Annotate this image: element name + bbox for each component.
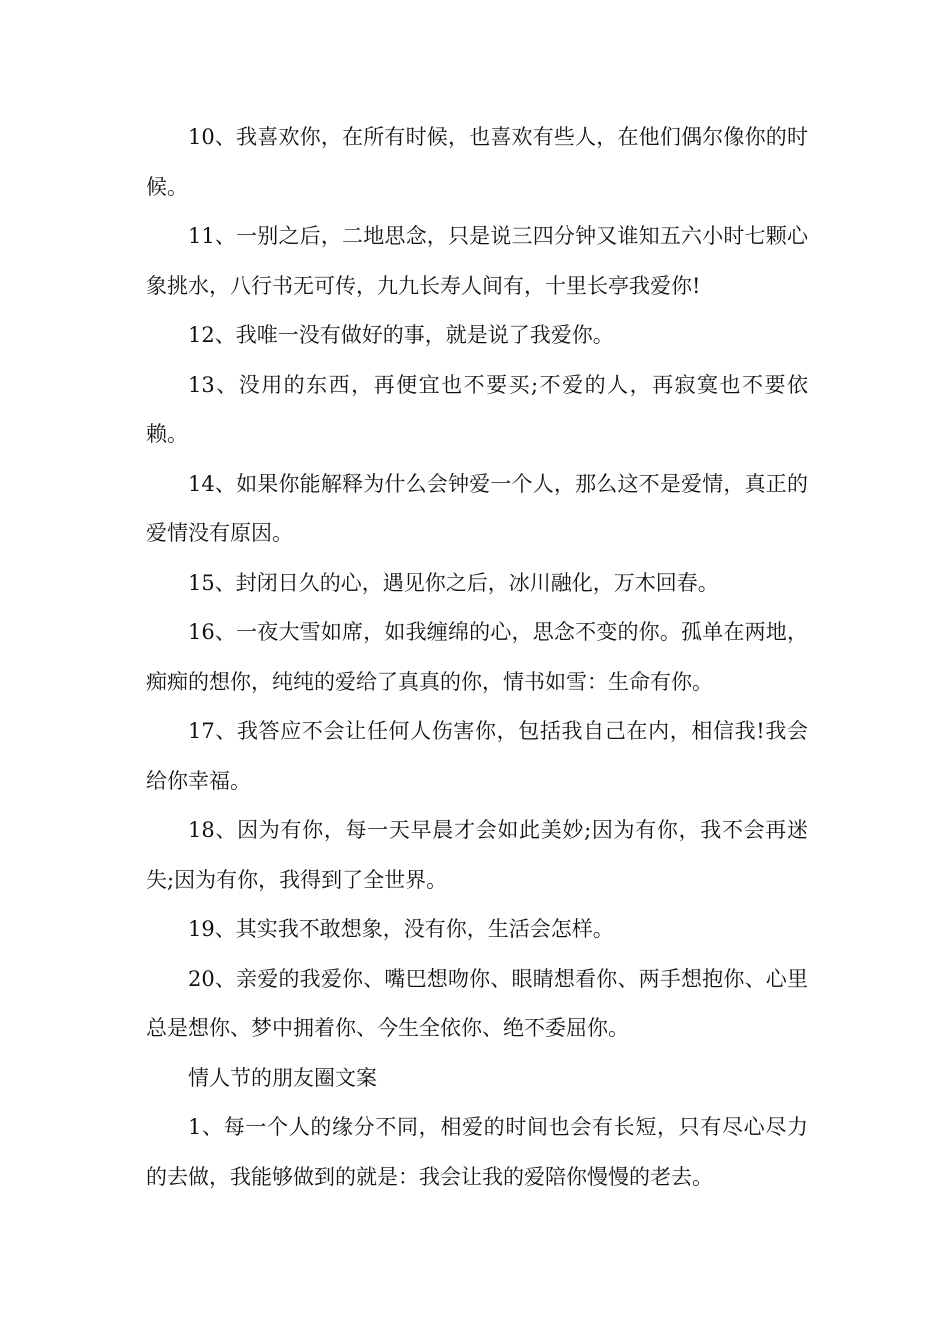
- paragraph-11: 11、一别之后，二地思念，只是说三四分钟又谁知五六小时七颗心象挑水，八行书无可传，九九长寿人间有，十里长亭我爱你!: [146, 224, 808, 298]
- paragraph-19: 19、其实我不敢想象，没有你，生活会怎样。: [188, 917, 614, 941]
- paragraph-20: 20、亲爱的我爱你、嘴巴想吻你、眼睛想看你、两手想抱你、心里总是想你、梦中拥着你、今生全依你、绝不委屈你。: [146, 966, 808, 1040]
- paragraph-10: 10、我喜欢你，在所有时候，也喜欢有些人，在他们偶尔像你的时候。: [146, 125, 808, 199]
- paragraph-15: 15、封闭日久的心，遇见你之后，冰川融化，万木回春。: [188, 570, 719, 595]
- paragraph-16: 16、一夜大雪如席，如我缠绵的心，思念不变的你。孤单在两地，痴痴的想你，纯纯的爱给了真真的你，情书如雪：生命有你。: [146, 620, 808, 694]
- paragraph-13: 13、没用的东西，再便宜也不要买;不爱的人，再寂寞也不要依赖。: [146, 372, 808, 446]
- paragraph-12: 12、我唯一没有做好的事，就是说了我爱你。: [188, 323, 614, 347]
- paragraph-18: 18、因为有你，每一天早晨才会如此美妙;因为有你，我不会再迷失;因为有你，我得到了全世界。: [146, 818, 808, 892]
- document-body: [146, 113, 808, 1202]
- paragraph-17: 17、我答应不会让任何人伤害你，包括我自己在内，相信我!我会给你幸福。: [146, 719, 808, 793]
- section-heading: 情人节的朋友圈文案: [188, 1065, 377, 1090]
- section-paragraph-1: 1、每一个人的缘分不同，相爱的时间也会有长短，只有尽心尽力的去做，我能够做到的就是：我会让我的爱陪你慢慢的老去。: [146, 1115, 808, 1189]
- paragraph-14: 14、如果你能解释为什么会钟爱一个人，那么这不是爱情，真正的爱情没有原因。: [146, 471, 808, 545]
